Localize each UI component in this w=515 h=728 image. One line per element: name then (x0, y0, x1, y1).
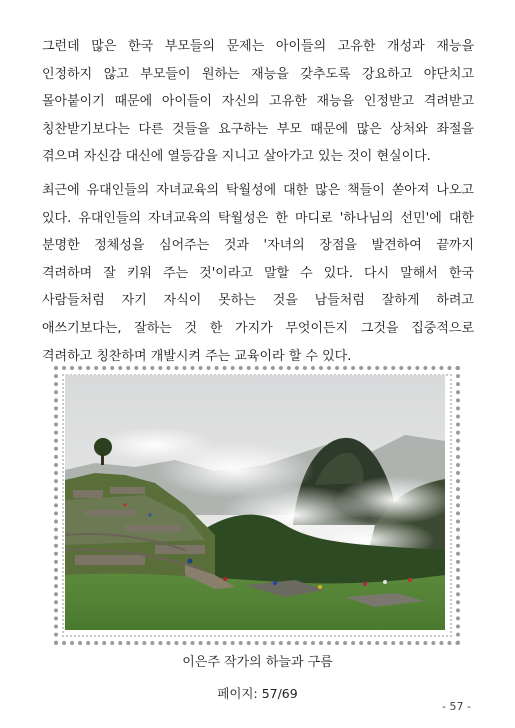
text-line: 겪으며 자신감 대신에 열등감을 지니고 살아가고 있는 것이 현실이다. (42, 149, 431, 165)
text-line: 격려하고 칭찬하며 개발시켜 주는 교육이라 할 수 있다. (42, 348, 352, 364)
landscape-photo (65, 375, 445, 630)
paragraph-1 (42, 33, 474, 171)
text-line: 애쓰기보다는, 잘하는 것 한 가지가 무엇이든지 그것을 집중적으로 (42, 320, 474, 336)
text-line: 사람들처럼 자기 자식이 못하는 것을 남들처럼 잘하게 하려고 (42, 293, 474, 309)
page-info: 페이지: 57/69 (217, 686, 298, 701)
text-line: 몰아붙이기 때문에 아이들이 자신의 고유한 재능을 인정받고 격려받고 (42, 94, 474, 110)
photo-caption: 이은주 작가의 하늘과 구름 (182, 655, 333, 670)
text-line: 그런데 많은 한국 부모들의 문제는 아이들의 고유한 개성과 재능을 (42, 39, 474, 54)
text-line: 있다. 유대인들의 자녀교육의 탁월성은 한 마디로 '하나님의 선민'에 대한 (42, 210, 474, 226)
text-line: 격려하며 잘 키워 주는 것'이라고 말할 수 있다. 다시 말해서 한국 (42, 265, 474, 281)
page-number: - 57 - (442, 700, 471, 713)
text-line: 인정하지 않고 부모들이 원하는 재능을 갖추도록 강요하고 야단치고 (42, 66, 474, 82)
text-line: 칭찬받기보다는 다른 것들을 요구하는 부모 때문에 많은 상처와 좌절을 (42, 121, 474, 137)
text-line: 분명한 정체성을 심어주는 것과 '자녀의 장점을 발견하여 끝까지 (42, 238, 474, 254)
text-line: 최근에 유대인들의 자녀교육의 탁월성에 대한 많은 책들이 쏟아져 나오고 (42, 183, 474, 198)
paragraph-2 (42, 177, 474, 370)
